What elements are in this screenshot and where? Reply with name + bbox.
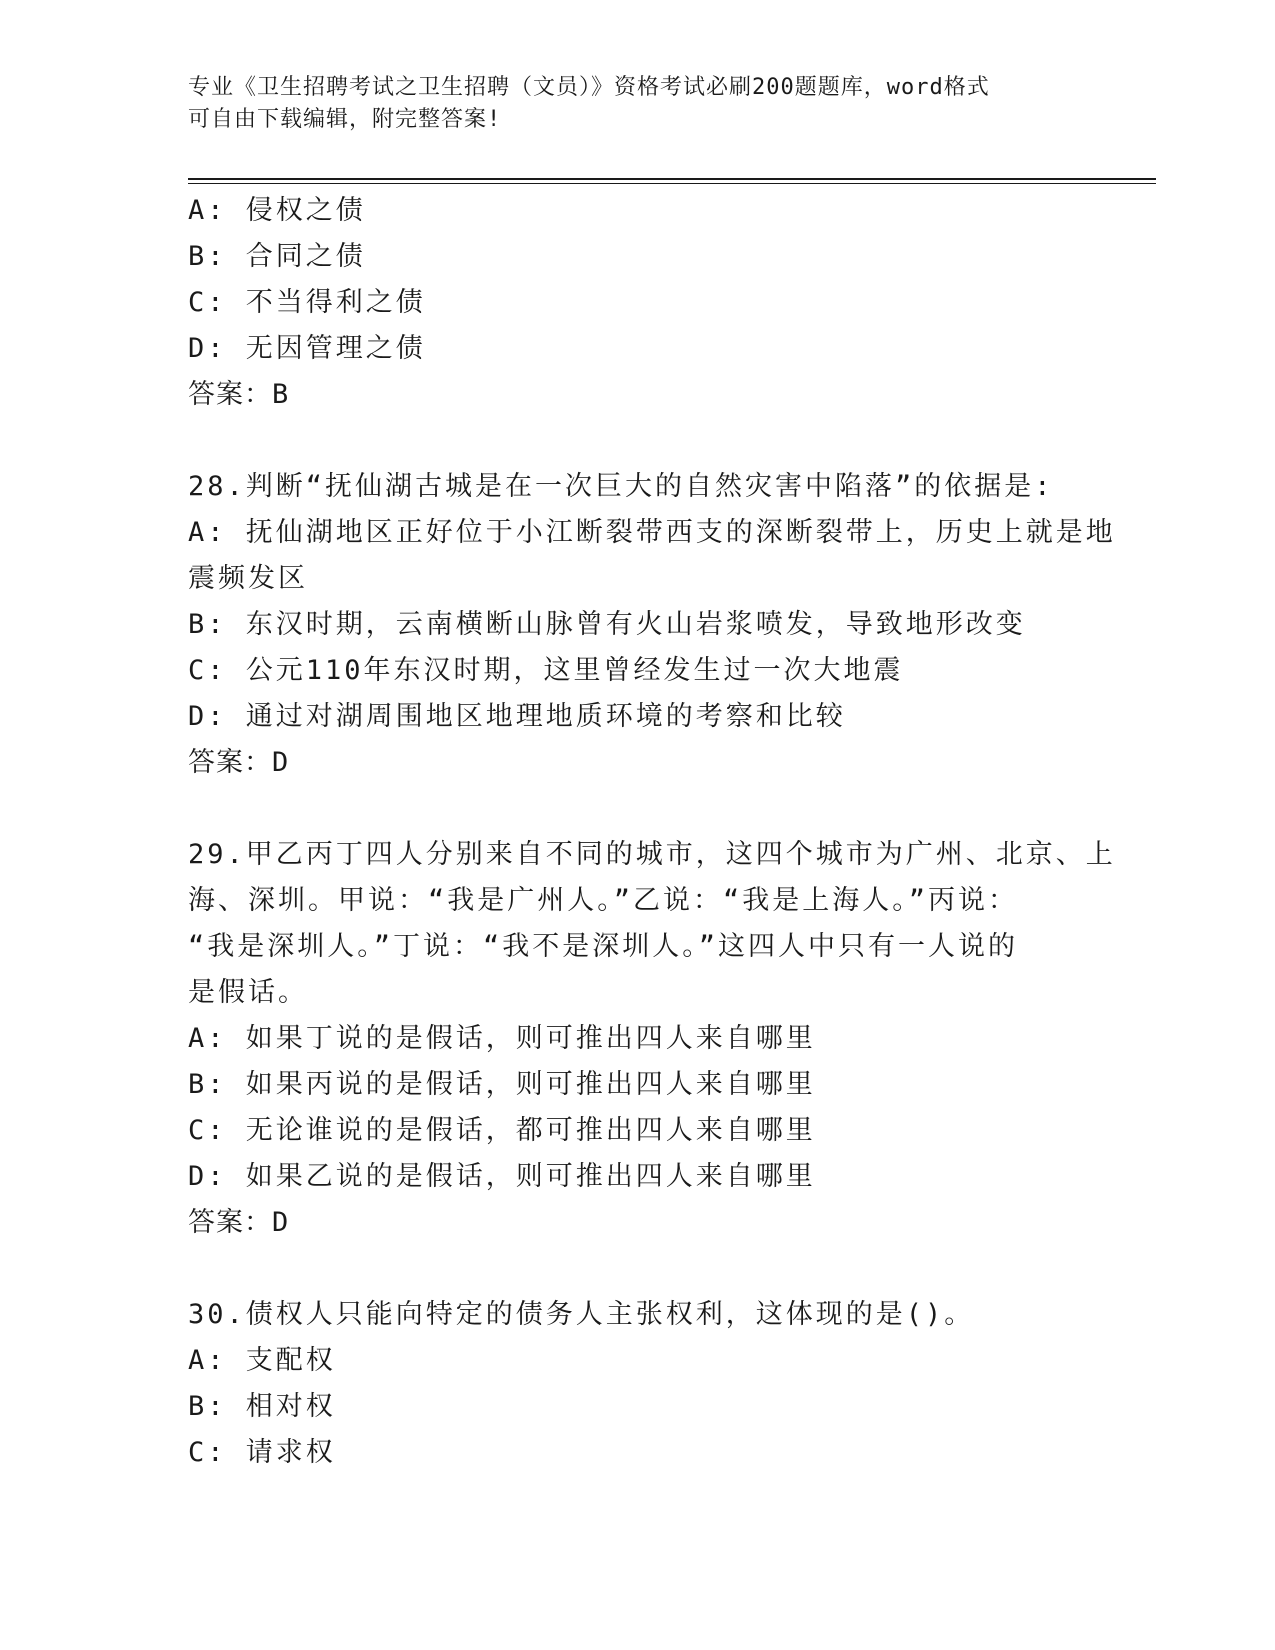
option-b: B: 如果丙说的是假话，则可推出四人来自哪里 [188,1069,816,1100]
option-c: C: 无论谁说的是假话，都可推出四人来自哪里 [188,1115,816,1146]
question-list [188,188,1116,1476]
option-d: D: 通过对湖周围地区地理地质环境的考察和比较 [188,701,846,732]
header-line-1: 专业《卫生招聘考试之卫生招聘（文员）》资格考试必刷200题题库，word格式 [188,75,990,100]
question-27 [188,188,1088,418]
option-a: A: 侵权之债 [188,195,366,226]
question-30 [188,1292,1088,1476]
question-stem: 30.债权人只能向特定的债务人主张权利，这体现的是()。 [188,1299,975,1330]
question-stem: 28.判断“抚仙湖古城是在一次巨大的自然灾害中陷落”的依据是: [188,471,1054,502]
question-stem: 29.甲乙丙丁四人分别来自不同的城市，这四个城市为广州、北京、上 [188,839,1116,870]
option-a-continued: 震频发区 [188,563,308,594]
option-c: C: 不当得利之债 [188,287,426,318]
question-stem: 是假话。 [188,977,308,1008]
option-d: D: 无因管理之债 [188,333,426,364]
question-stem: 海、深圳。甲说：“我是广州人。”乙说：“我是上海人。”丙说： [188,885,1019,916]
spacer [188,786,1088,832]
option-a: A: 支配权 [188,1345,336,1376]
question-29 [188,832,1116,1246]
option-c: C: 请求权 [188,1437,336,1468]
answer: 答案：B [188,379,290,410]
question-28 [188,464,1116,786]
option-a: A: 如果丁说的是假话，则可推出四人来自哪里 [188,1023,816,1054]
header-divider-thin [188,183,1156,184]
option-b: B: 东汉时期，云南横断山脉曾有火山岩浆喷发，导致地形改变 [188,609,1026,640]
header-line-2: 可自由下载编辑，附完整答案! [188,107,502,132]
option-b: B: 相对权 [188,1391,336,1422]
option-d: D: 如果乙说的是假话，则可推出四人来自哪里 [188,1161,816,1192]
question-stem: “我是深圳人。”丁说：“我不是深圳人。”这四人中只有一人说的 [188,931,1019,962]
answer: 答案：D [188,747,290,778]
answer: 答案：D [188,1207,290,1238]
spacer [188,1246,1088,1292]
option-c: C: 公元110年东汉时期，这里曾经发生过一次大地震 [188,655,904,686]
spacer [188,418,1088,464]
option-a: A: 抚仙湖地区正好位于小江断裂带西支的深断裂带上，历史上就是地 [188,517,1116,548]
document-header [188,72,1088,136]
option-b: B: 合同之债 [188,241,366,272]
header-divider-thick [188,178,1156,180]
